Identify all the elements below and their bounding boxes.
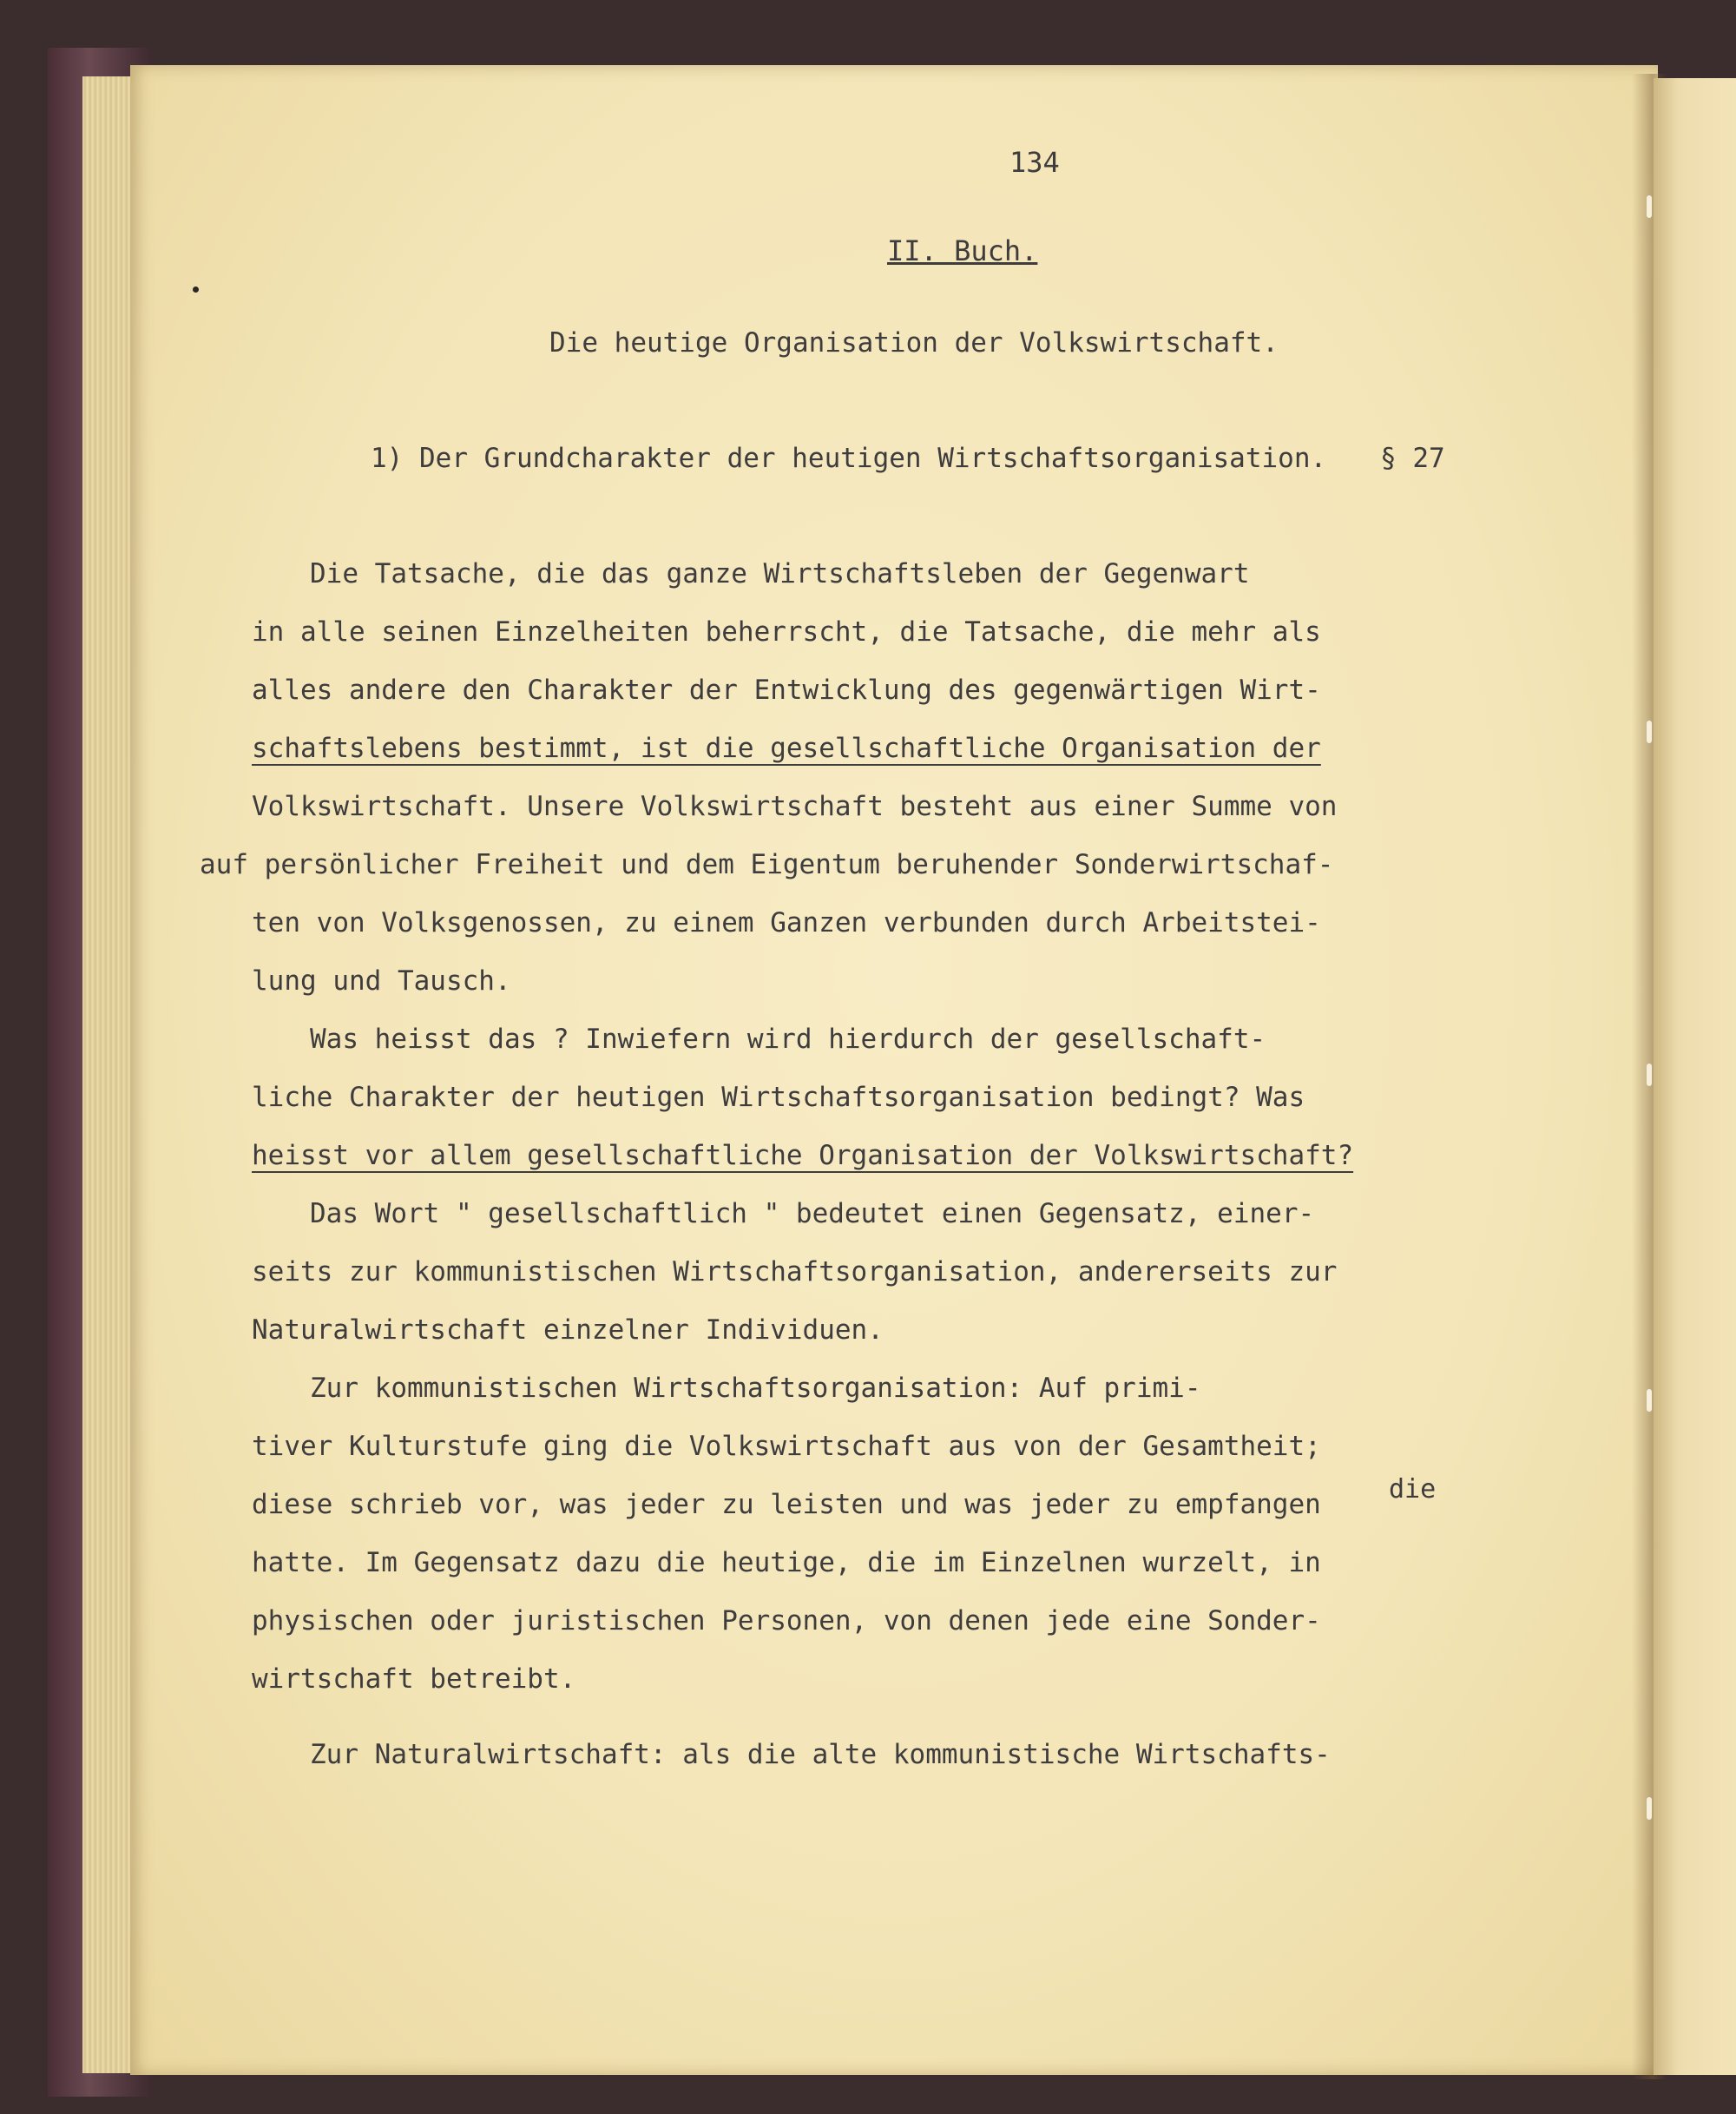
body-line: in alle seinen Einzelheiten beherrscht, die Tatsache, die mehr als: [252, 616, 1321, 648]
body-line: Die Tatsache, die das ganze Wirtschaftsleben der Gegenwart: [310, 558, 1250, 589]
body-line: seits zur kommunistischen Wirtschaftsorganisation, andererseits zur: [252, 1256, 1338, 1287]
chapter-title: II. Buch.: [887, 234, 1038, 267]
body-line: diese schrieb vor, was jeder zu leisten und was jeder zu empfangen: [252, 1489, 1321, 1520]
body-line: schaftslebens bestimmt, ist die gesellschaftliche Organisation der: [252, 733, 1321, 764]
page-subtitle: Die heutige Organisation der Volkswirtschaft.: [549, 327, 1279, 359]
body-line: ten von Volksgenossen, zu einem Ganzen verbunden durch Arbeitstei-: [252, 907, 1321, 938]
section-ref: § 27: [1380, 443, 1445, 474]
body-line: hatte. Im Gegensatz dazu die heutige, die im Einzelnen wurzelt, in: [252, 1547, 1321, 1578]
body-line: lung und Tausch.: [252, 965, 511, 997]
body-line: Zur Naturalwirtschaft: als die alte kommunistische Wirtschafts-: [310, 1739, 1331, 1770]
body-line: wirtschaft betreibt.: [252, 1663, 576, 1695]
body-line: tiver Kulturstufe ging die Volkswirtschaft aus von der Gesamtheit;: [252, 1431, 1321, 1462]
section-heading: 1) Der Grundcharakter der heutigen Wirtschaftsorganisation.: [371, 443, 1327, 474]
handwritten-correction: die: [1389, 1474, 1437, 1505]
body-line: heisst vor allem gesellschaftliche Organisation der Volkswirtschaft?: [252, 1140, 1354, 1171]
body-line: Zur kommunistischen Wirtschaftsorganisation: Auf primi-: [310, 1373, 1201, 1404]
body-line: alles andere den Charakter der Entwicklung des gegenwärtigen Wirt-: [252, 675, 1321, 706]
page-number: 134: [1009, 146, 1060, 179]
body-line: physischen oder juristischen Personen, von denen jede eine Sonder-: [252, 1605, 1321, 1637]
body-line: Naturalwirtschaft einzelner Individuen.: [252, 1314, 884, 1346]
body-line: auf persönlicher Freiheit und dem Eigentum beruhender Sonderwirtschaf-: [200, 849, 1334, 880]
body-line: Was heisst das ? Inwiefern wird hierdurch der gesellschaft-: [310, 1024, 1266, 1055]
body-line: liche Charakter der heutigen Wirtschaftsorganisation bedingt? Was: [252, 1082, 1305, 1113]
body-line: Das Wort " gesellschaftlich " bedeutet einen Gegensatz, einer-: [310, 1198, 1315, 1229]
body-line: Volkswirtschaft. Unsere Volkswirtschaft besteht aus einer Summe von: [252, 791, 1338, 822]
